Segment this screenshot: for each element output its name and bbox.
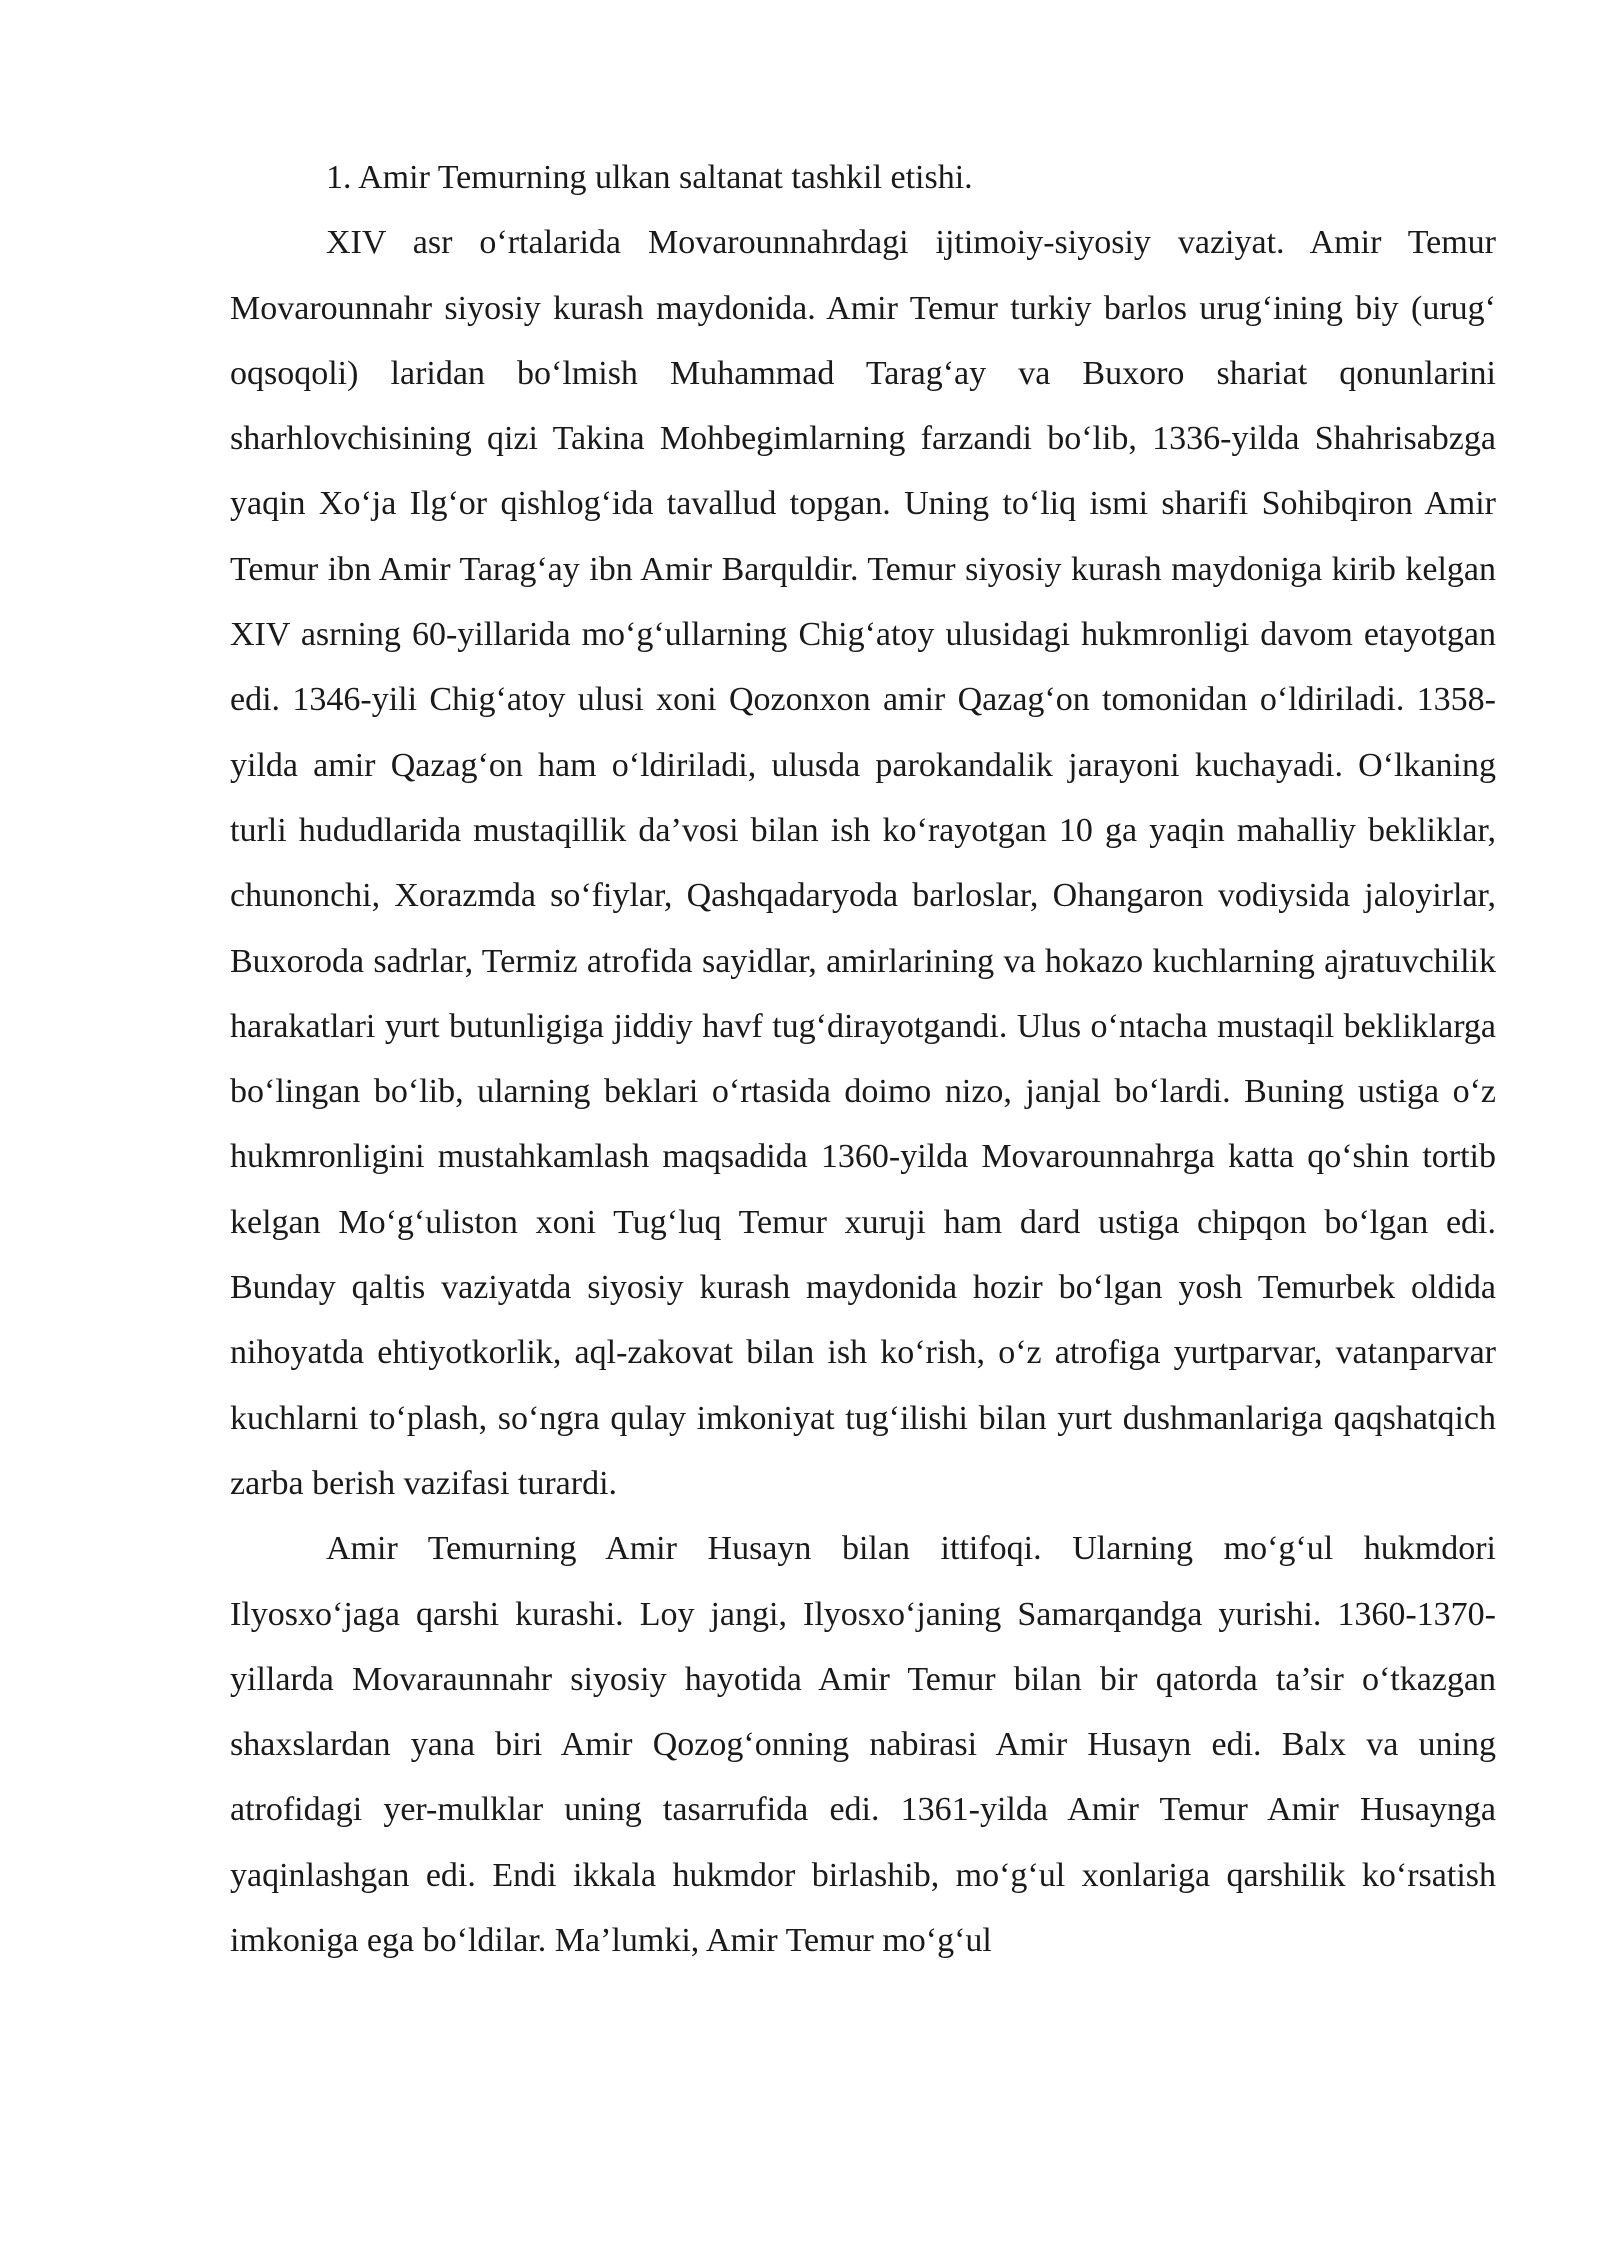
section-heading: 1. Amir Temurning ulkan saltanat tashkil etishi. <box>326 159 973 196</box>
paragraph-political-situation: XIV asr o‘rtalarida Movarounnahrdagi ijtimoiy-siyosiy vaziyat. Amir Temur Movarounnahr siyosiy kurash maydonida. Amir Temur turkiy barlos urug‘ining biy (urug‘ oqsoqoli) laridan bo‘lmish Muhammad Tarag‘ay va Buxoro shariat qonunlarini sharhlovchisining qizi Takina Mohbegimlarning farzandi bo‘lib, 1336-yilda Shahrisabzga yaqin Xo‘ja Ilg‘or qishlog‘ida tavallud topgan. Uning to‘liq ismi sharifi Sohibqiron Amir Temur ibn Amir Tarag‘ay ibn Amir Barquldir. Temur siyosiy kurash maydoniga kirib kelgan XIV asrning 60-yillarida mo‘g‘ullarning Chig‘atoy ulusidagi hukmronligi davom etayotgan edi. 1346-yili Chig‘atoy ulusi xoni Qozonxon amir Qazag‘on tomonidan o‘ldiriladi. 1358-yilda amir Qazag‘on ham o‘ldiriladi, ulusda parokandalik jarayoni kuchayadi. O‘lkaning turli hududlarida mustaqillik da’vosi bilan ish ko‘rayotgan 10 ga yaqin mahalliy bekliklar, chunonchi, Xorazmda so‘fiylar, Qashqadaryoda barloslar, Ohangaron vodiysida jaloyirlar, Buxoroda sadrlar, Termiz atrofida sayidlar, amirlarining va hokazo kuchlarning ajratuvchilik harakatlari yurt butunligiga jiddiy havf tug‘dirayotgandi. Ulus o‘ntacha mustaqil bekliklarga bo‘lingan bo‘lib, ularning beklari o‘rtasida doimo nizo, janjal bo‘lardi. Buning ustiga o‘z hukmronligini mustahkamlash maqsadida 1360-yilda Movarounnahrga katta qo‘shin tortib kelgan Mo‘g‘uliston xoni Tug‘luq Temur xuruji ham dard ustiga chipqon bo‘lgan edi. Bunday qaltis vaziyatda siyosiy kurash maydonida hozir bo‘lgan yosh Temurbek oldida nihoyatda ehtiyotkorlik, aql-zakovat bilan ish ko‘rish, o‘z atrofiga yurtparvar, vatanparvar kuchlarni to‘plash, so‘ngra qulay imkoniyat tug‘ilishi bilan yurt dushmanlariga qaqshatqich zarba berish vazifasi turardi. <box>230 224 1496 1502</box>
document-page <box>230 145 1496 1973</box>
paragraph-husayn-alliance: Amir Temurning Amir Husayn bilan ittifoqi. Ularning mo‘g‘ul hukmdori Ilyosxo‘jaga qarshi kurashi. Loy jangi, Ilyosxo‘janing Samarqandga yurishi. 1360-1370-yillarda Movaraunnahr siyosiy hayotida Amir Temur bilan bir qatorda ta’sir o‘tkazgan shaxslardan yana biri Amir Qozog‘onning nabirasi Amir Husayn edi. Balx va uning atrofidagi yer-mulklar uning tasarrufida edi. 1361-yilda Amir Temur Amir Husaynga yaqinlashgan edi. Endi ikkala hukmdor birlashib, mo‘g‘ul xonlariga qarshilik ko‘rsatish imkoniga ega bo‘ldilar. Ma’lumki, Amir Temur mo‘g‘ul <box>230 1530 1496 1960</box>
